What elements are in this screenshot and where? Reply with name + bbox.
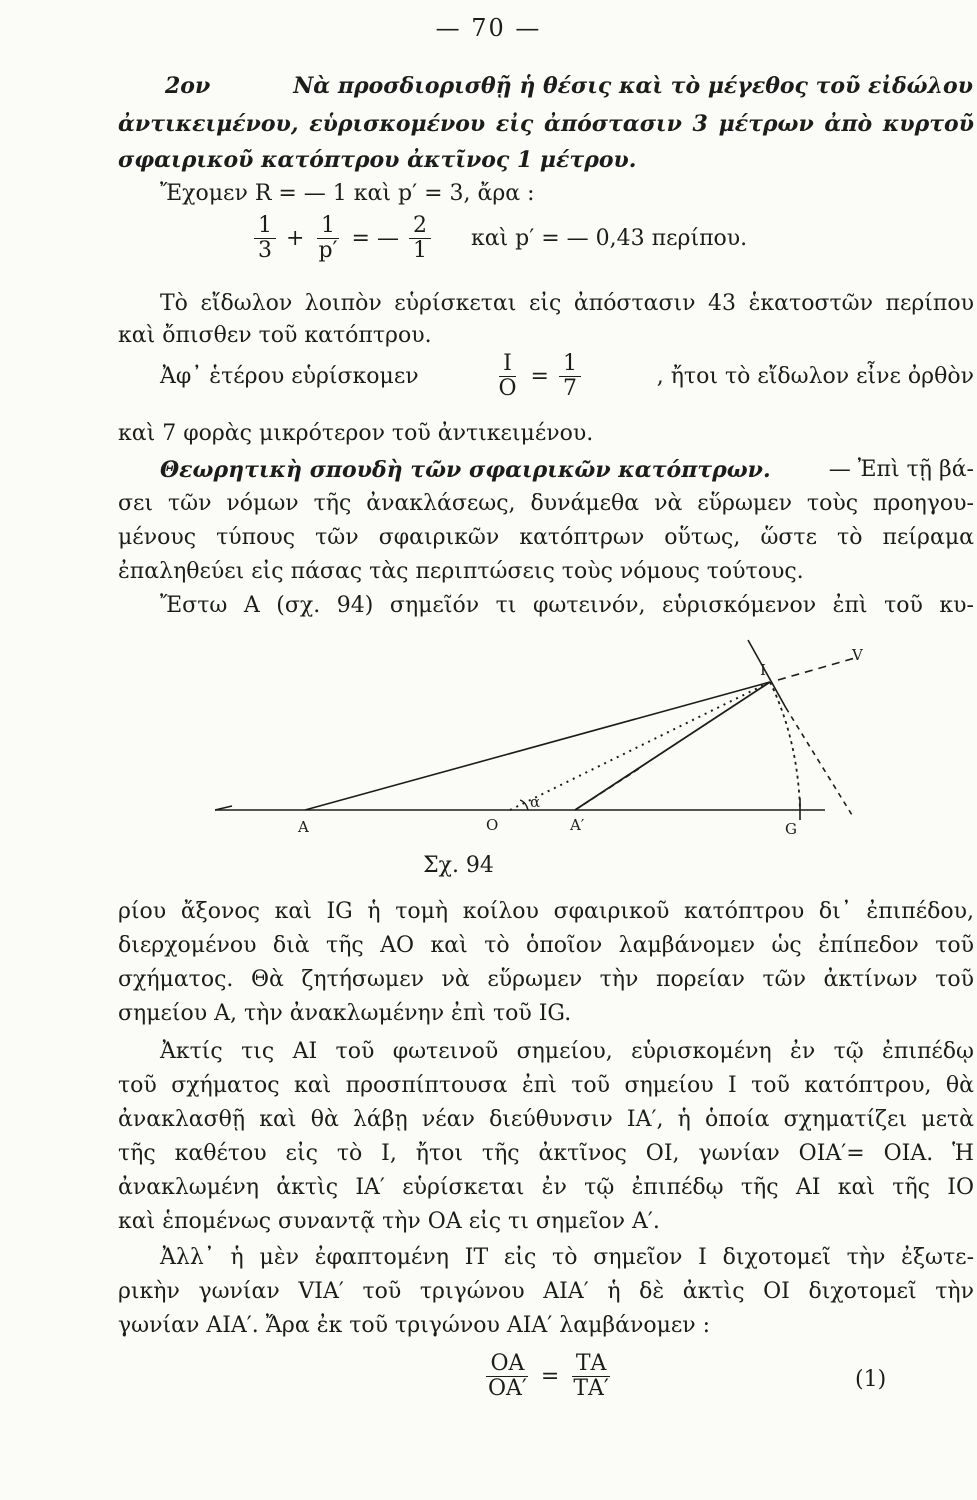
ratio-f2-num: 1 <box>559 352 581 377</box>
incident-ray <box>305 682 770 810</box>
theory-line-1 <box>160 456 974 484</box>
theory-line-3: μένους τύπους τῶν σφαιρικῶν κατόπτρων οὕτως, ὥστε τὸ πείραμα <box>118 525 974 550</box>
label-a-prime: A′ <box>570 816 585 834</box>
label-a: A <box>298 818 309 836</box>
given-line: Ἔχομεν R = — 1 καὶ p′ = 3, ἄρα : <box>160 181 535 206</box>
eq1-f3-den: 1 <box>412 238 427 263</box>
page-number: — 70 — <box>435 14 542 42</box>
cont-line-4: σημείου Α, τὴν ἀνακλωμένην ἐπὶ τοῦ IG. <box>118 1001 572 1026</box>
eq1-fraction-1 <box>254 214 276 263</box>
ratio-post: , ἤτοι τὸ εἴδωλον εἶνε ὀρθὸν <box>656 364 974 389</box>
final-lhs-den: ΟΑ′ <box>488 1376 527 1401</box>
theory-line-4: ἐπαληθεύει εἰς πάσας τὰς περιπτώσεις τοὺς νόμους τούτους. <box>118 559 804 584</box>
ray-extension <box>778 658 855 680</box>
image-line-2: καὶ ὄπισθεν τοῦ κατόπτρου. <box>118 323 432 348</box>
problem-label: 2ον <box>165 73 211 99</box>
p3-line-1: Ἀλλ᾽ ἡ μὲν ἐφαπτομένη ΙΤ εἰς τὸ σημεῖον Ι διχοτομεῖ τὴν ἐξωτε- <box>160 1245 974 1270</box>
eq1-result: καὶ p′ = — 0,43 περίπου. <box>470 226 748 251</box>
ratio-equals: = <box>530 364 549 389</box>
equation-1 <box>250 214 747 263</box>
final-equals: = <box>540 1364 560 1389</box>
label-i: I <box>760 661 766 679</box>
final-rhs <box>569 1352 613 1401</box>
p3-line-3: γωνίαν ΑΙΑ′. Ἄρα ἐκ τοῦ τριγώνου ΑΙΑ′ λαμβάνομεν : <box>118 1313 711 1338</box>
ratio-pre: Ἀφ᾽ ἑτέρου εὑρίσκομεν <box>160 364 419 389</box>
final-rhs-den: ΤΑ′ <box>573 1376 609 1401</box>
tangent-line-dash <box>786 708 852 815</box>
problem-line-1 <box>165 72 973 100</box>
final-lhs-num: ΟΑ <box>486 1352 528 1377</box>
equation-number: (1) <box>855 1367 887 1392</box>
image-line-1: Τὸ εἴδωλον λοιπὸν εὑρίσκεται εἰς ἀπόστασιν 43 ἑκατοστῶν περίπου <box>160 291 974 316</box>
label-v: V <box>852 646 863 664</box>
ratio-f1-den: O <box>498 376 517 401</box>
p2-line-1: Ἀκτίς τις ΑΙ τοῦ φωτεινοῦ σημείου, εὑρισκομένη ἐν τῷ ἐπιπέδῳ <box>160 1039 974 1064</box>
eq1-f3-num: 2 <box>409 214 431 239</box>
tangent-line <box>748 640 786 708</box>
p2-line-5: ἀνακλωμένη ἀκτὶς ΙΑ′ εὑρίσκεται ἐν τῷ ἐπιπέδῳ τῆς ΑΙ καὶ τῆς ΙΟ <box>118 1175 974 1200</box>
theory-line-5: Ἔστω Α (σχ. 94) σημεῖόν τι φωτεινόν, εὑρισκόμενον ἐπὶ τοῦ κυ- <box>160 593 974 618</box>
eq1-plus: + <box>286 226 305 251</box>
eq1-fraction-3 <box>409 214 431 263</box>
theory-heading: Θεωρητικὴ σπουδὴ τῶν σφαιρικῶν κατόπτρων. <box>160 457 771 483</box>
problem-line-1-text: Νὰ προσδιορισθῇ ἡ θέσις καὶ τὸ μέγεθος τοῦ εἰδώλου <box>293 73 973 99</box>
ratio-expression <box>490 352 584 401</box>
ratio-line-2: καὶ 7 φορὰς μικρότερον τοῦ ἀντικειμένου. <box>118 421 594 446</box>
ratio-fraction-1 <box>494 352 520 401</box>
final-lhs <box>484 1352 531 1401</box>
eq1-f1-den: 3 <box>258 238 272 263</box>
cont-line-3: σχήματος. Θὰ ζητήσωμεν νὰ εὕρωμεν τὴν πορείαν τῶν ἀκτίνων τοῦ <box>118 967 974 992</box>
ratio-f1-num: I <box>499 352 516 377</box>
ratio-fraction-2 <box>559 352 581 401</box>
mirror-arc <box>770 682 800 810</box>
eq1-fraction-2 <box>314 214 341 263</box>
p2-line-2: τοῦ σχήματος καὶ προσπίπτουσα ἐπὶ τοῦ σημείου Ι τοῦ κατόπτρου, θὰ <box>118 1073 974 1098</box>
figure-94 <box>0 630 977 840</box>
cont-line-1: ρίου ἄξονος καὶ IG ἡ τομὴ κοίλου σφαιρικοῦ κατόπτρου δι᾽ ἐπιπέδου, <box>118 899 974 924</box>
eq1-equals: = — <box>351 226 399 251</box>
p3-line-2: ρικὴν γωνίαν VΙΑ′ τοῦ τριγώνου ΑΙΑ′ ἡ δὲ ἀκτὶς ΟΙ διχοτομεῖ τὴν <box>118 1279 974 1304</box>
label-alpha: α <box>530 793 541 811</box>
figure-caption: Σχ. 94 <box>423 853 494 878</box>
theory-line-1-rest: — Ἐπὶ τῇ βά- <box>828 457 974 482</box>
cont-line-2: διερχομένου διὰ τῆς ΑΟ καὶ τὸ ὁποῖον λαμβάνομεν ὡς ἐπίπεδον τοῦ <box>118 933 974 958</box>
p2-line-4: τῆς καθέτου εἰς τὸ Ι, ἤτοι τῆς ἀκτῖνος ΟΙ, γωνίαν ΟΙΑ′= ΟΙΑ. Ἡ <box>118 1141 974 1166</box>
label-o: O <box>486 816 499 834</box>
eq1-f2-den: p′ <box>318 238 338 263</box>
ratio-line <box>160 352 974 401</box>
angle-arc <box>520 800 528 810</box>
eq1-f1-num: 1 <box>254 214 276 239</box>
p2-line-6: καὶ ἑπομένως συναντᾷ τὴν ΟΑ εἰς τι σημεῖον Α′. <box>118 1209 660 1234</box>
equation-final <box>480 1352 617 1401</box>
ratio-f2-den: 7 <box>562 376 577 401</box>
p2-line-3: ἀνακλασθῇ καὶ θὰ λάβῃ νέαν διεύθυνσιν ΙΑ′, ἡ ὁποία σχηματίζει μετὰ <box>118 1107 974 1132</box>
theory-line-2: σει τῶν νόμων τῆς ἀνακλάσεως, δυνάμεθα νὰ εὕρωμεν τοὺς προηγου- <box>118 491 974 516</box>
problem-line-2: ἀντικειμένου, εὑρισκομένου εἰς ἀπόστασιν 3 μέτρων ἀπὸ κυρτοῦ <box>118 111 974 137</box>
label-g: G <box>785 820 797 838</box>
problem-line-3: σφαιρικοῦ κατόπτρου ἀκτῖνος 1 μέτρου. <box>118 147 637 173</box>
final-rhs-num: ΤΑ <box>572 1352 611 1377</box>
radius-oi <box>510 682 770 810</box>
eq1-f2-num: 1 <box>317 214 339 239</box>
